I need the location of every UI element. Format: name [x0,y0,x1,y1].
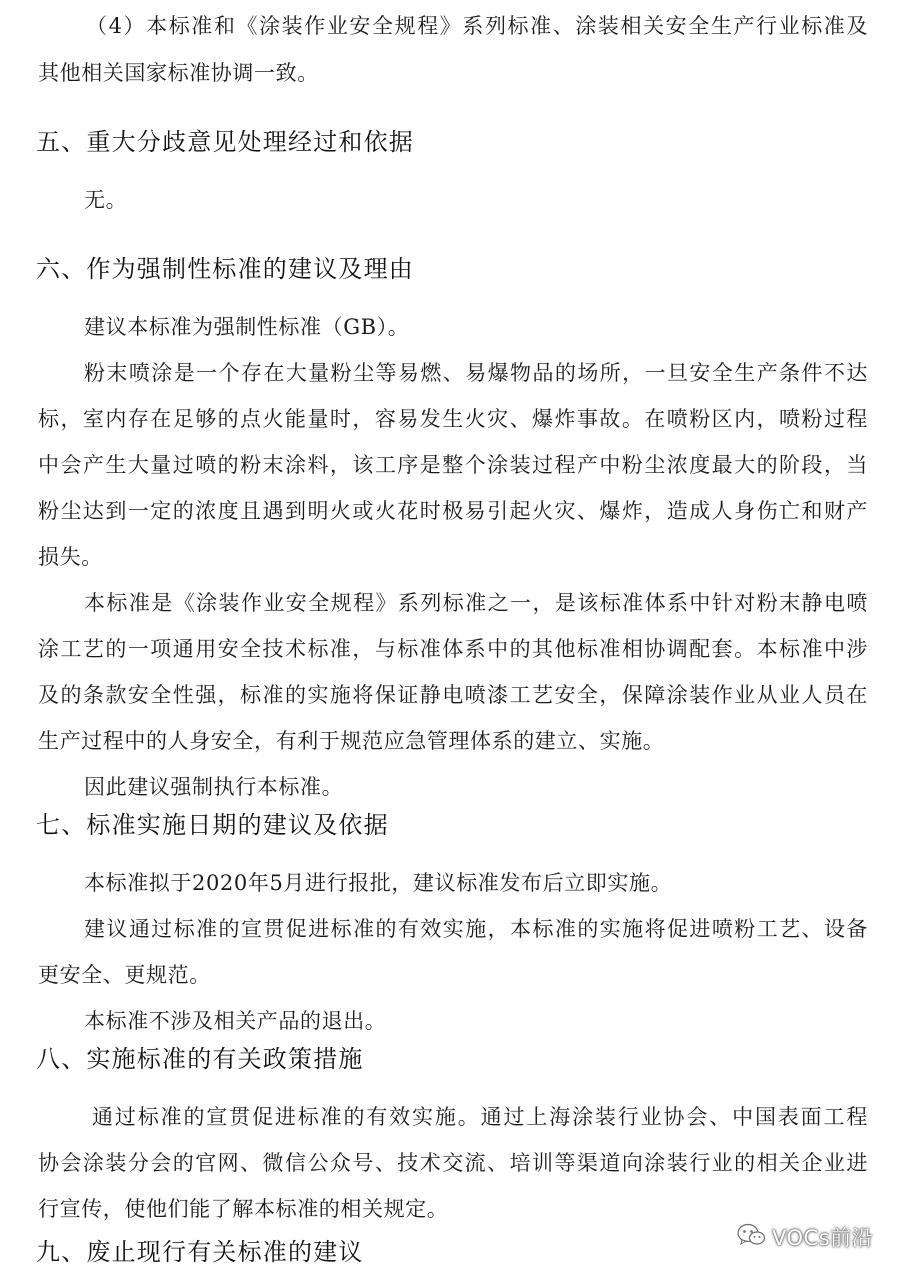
section-heading-6: 六、作为强制性标准的建议及理由 [36,255,414,283]
body-line: 建议本标准为强制性标准（GB）。 [84,315,410,339]
body-line: 本标准不涉及相关产品的退出。 [84,1009,387,1033]
body-line: 本标准是《涂装作业安全规程》系列标准之一，是该标准体系中针对粉末静电喷 [84,591,868,615]
body-line: 及的条款安全性强，标准的实施将保证静电喷漆工艺安全，保障涂装作业从业人员在 [38,683,868,707]
body-line: 因此建议强制执行本标准。 [84,775,344,799]
watermark [736,1222,873,1252]
body-line: 涂工艺的一项通用安全技术标准，与标准体系中的其他标准相协调配套。本标准中涉 [38,637,868,661]
section-heading-8: 八、实施标准的有关政策措施 [36,1045,364,1073]
section-heading-5: 五、重大分歧意见处理经过和依据 [36,128,414,156]
body-line: 建议通过标准的宣贯促进标准的有效实施，本标准的实施将促进喷粉工艺、设备 [84,917,868,941]
body-line: 通过标准的宣贯促进标准的有效实施。通过上海涂装行业协会、中国表面工程 [92,1105,868,1129]
body-line: 其他相关国家标准协调一致。 [38,61,319,85]
body-line: 损失。 [38,545,103,569]
body-line: 标，室内存在足够的点火能量时，容易发生火灾、爆炸事故。在喷粉区内，喷粉过程 [38,407,868,431]
body-line: 生产过程中的人身安全，有利于规范应急管理体系的建立、实施。 [38,729,665,753]
body-line: 粉尘达到一定的浓度且遇到明火或火花时极易引起火灾、爆炸，造成人身伤亡和财产 [38,499,868,523]
body-line: 中会产生大量过喷的粉末涂料，该工序是整个涂装过程产中粉尘浓度最大的阶段，当 [38,453,868,477]
section-heading-9: 九、废止现行有关标准的建议 [36,1238,364,1266]
wechat-icon [736,1222,766,1252]
body-line: 无。 [84,188,128,212]
body-line: 本标准拟于2020年5月进行报批，建议标准发布后立即实施。 [84,871,673,895]
section-heading-7: 七、标准实施日期的建议及依据 [36,811,389,839]
body-line: 协会涂装分会的官网、微信公众号、技术交流、培训等渠道向涂装行业的相关企业进 [38,1151,868,1175]
body-line: 粉末喷涂是一个存在大量粉尘等易燃、易爆物品的场所，一旦安全生产条件不达 [84,361,868,385]
body-line: （4）本标准和《涂装作业安全规程》系列标准、涂装相关安全生产行业标准及 [86,14,868,38]
body-line: 行宣传，使他们能了解本标准的相关规定。 [38,1197,449,1221]
watermark-text: VOCs前沿 [772,1226,874,1250]
body-line: 更安全、更规范。 [38,963,211,987]
